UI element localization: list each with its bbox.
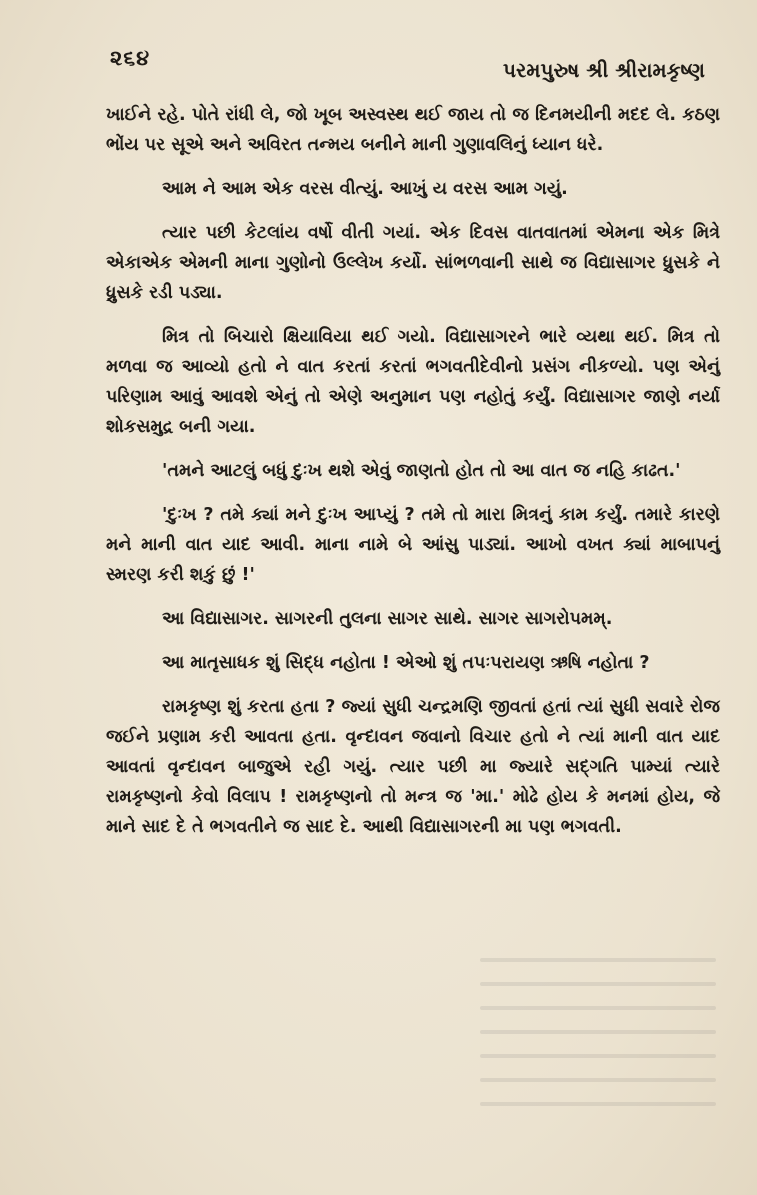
paragraph-ramakrishna: રામકૃષ્ણ શું કરતા હતા ? જ્યાં સુધી ચન્દ્રમણિ જીવતાં હતાં ત્યાં સુધી સવારે રોજ જઈને પ્રણામ કરી આવતા હતા. વૃન્દાવન જવાનો વિચાર હતો ને ત્યાં માની વાત યાદ આવતાં વૃન્દાવન બાજુએ રહી ગયું. ત્યાર પછી મા જ્યારે સદ્ગતિ પામ્યાં ત્યારે રામકૃષ્ણનો કેવો વિલાપ ! રામકૃષ્ણનો તો મન્ત્ર જ 'મા.' મોઢે હોય કે મનમાં હોય, જે માને સાદ દે તે ભગવતીને જ સાદ દે. આથી વિદ્યાસાગરની મા પણ ભગવતી. — [106, 697, 720, 837]
paragraph-friend-quote: 'તમને આટલું બધું દુઃખ થશે એવું જાણતો હોત તો આ વાત જ નહિ કાઢત.' — [162, 461, 681, 481]
bleed-line — [480, 1078, 716, 1082]
bleed-line — [480, 1006, 716, 1010]
paragraph-continuation: ખાઈને રહે. પોતે રાંધી લે, જો ખૂબ અસ્વસ્થ થઈ જાય તો જ દિનમયીની મદદ લે. કઠણ ભોંય પર સૂએ અને અવિરત તન્મય બનીને માની ગુણાવલિનું ધ્યાન ધરે. — [106, 105, 720, 155]
bleed-line — [480, 1102, 716, 1106]
bleed-line — [480, 1030, 716, 1034]
bleed-line — [480, 982, 716, 986]
bleed-line — [480, 958, 716, 962]
paragraph-vidyasagar-reply: 'દુઃખ ? તમે ક્યાં મને દુઃખ આપ્યું ? તમે તો મારા મિત્રનું કામ કર્યું. તમારે કારણે મને માની વાત યાદ આવી. માના નામે બે આંસુ પાડ્યાં. આખો વખત ક્યાં માબાપનું સ્મરણ કરી શકું છું !' — [106, 505, 720, 585]
body-text — [106, 100, 720, 856]
running-head: પરમપુરુષ શ્રી શ્રીરામકૃષ્ણ — [503, 58, 705, 82]
bleed-through-text — [480, 958, 716, 1138]
paragraph-sagar: આ વિદ્યાસાગર. સાગરની તુલના સાગર સાથે. સાગર સાગરોપમમ્. — [162, 609, 613, 629]
paragraph-friend-reaction: મિત્ર તો બિચારો ક્ષિયાવિયા થઈ ગયો. વિદ્યાસાગરને ભારે વ્યથા થઈ. મિત્ર તો મળવા જ આવ્યો હતો ને વાત કરતાં કરતાં ભગવતીદેવીનો પ્રસંગ નીકળ્યો. પણ એનું પરિણામ આવું આવશે એનું તો એણે અનુમાન પણ નહોતું કર્યું. વિદ્યાસાગર જાણે નર્યા શોકસમુદ્ર બની ગયા. — [106, 327, 720, 437]
page-number: ૨૬૪ — [110, 46, 151, 70]
paragraph-question: આ માતૃસાધક શું સિદ્ધ નહોતા ! એઓ શું તપઃપરાયણ ઋષિ નહોતા ? — [162, 653, 650, 673]
bleed-line — [480, 1054, 716, 1058]
paragraph-friend-mention: ત્યાર પછી કેટલાંય વર્ષો વીતી ગયાં. એક દિવસ વાતવાતમાં એમના એક મિત્રે એકાએક એમની માના ગુણોનો ઉલ્લેખ કર્યો. સાંભળવાની સાથે જ વિદ્યાસાગર ધ્રુસકે ને ધ્રુસકે રડી પડ્યા. — [106, 223, 720, 303]
paragraph-year-passed: આમ ને આમ એક વરસ વીત્યું. આખું ય વરસ આમ ગયું. — [162, 179, 568, 199]
